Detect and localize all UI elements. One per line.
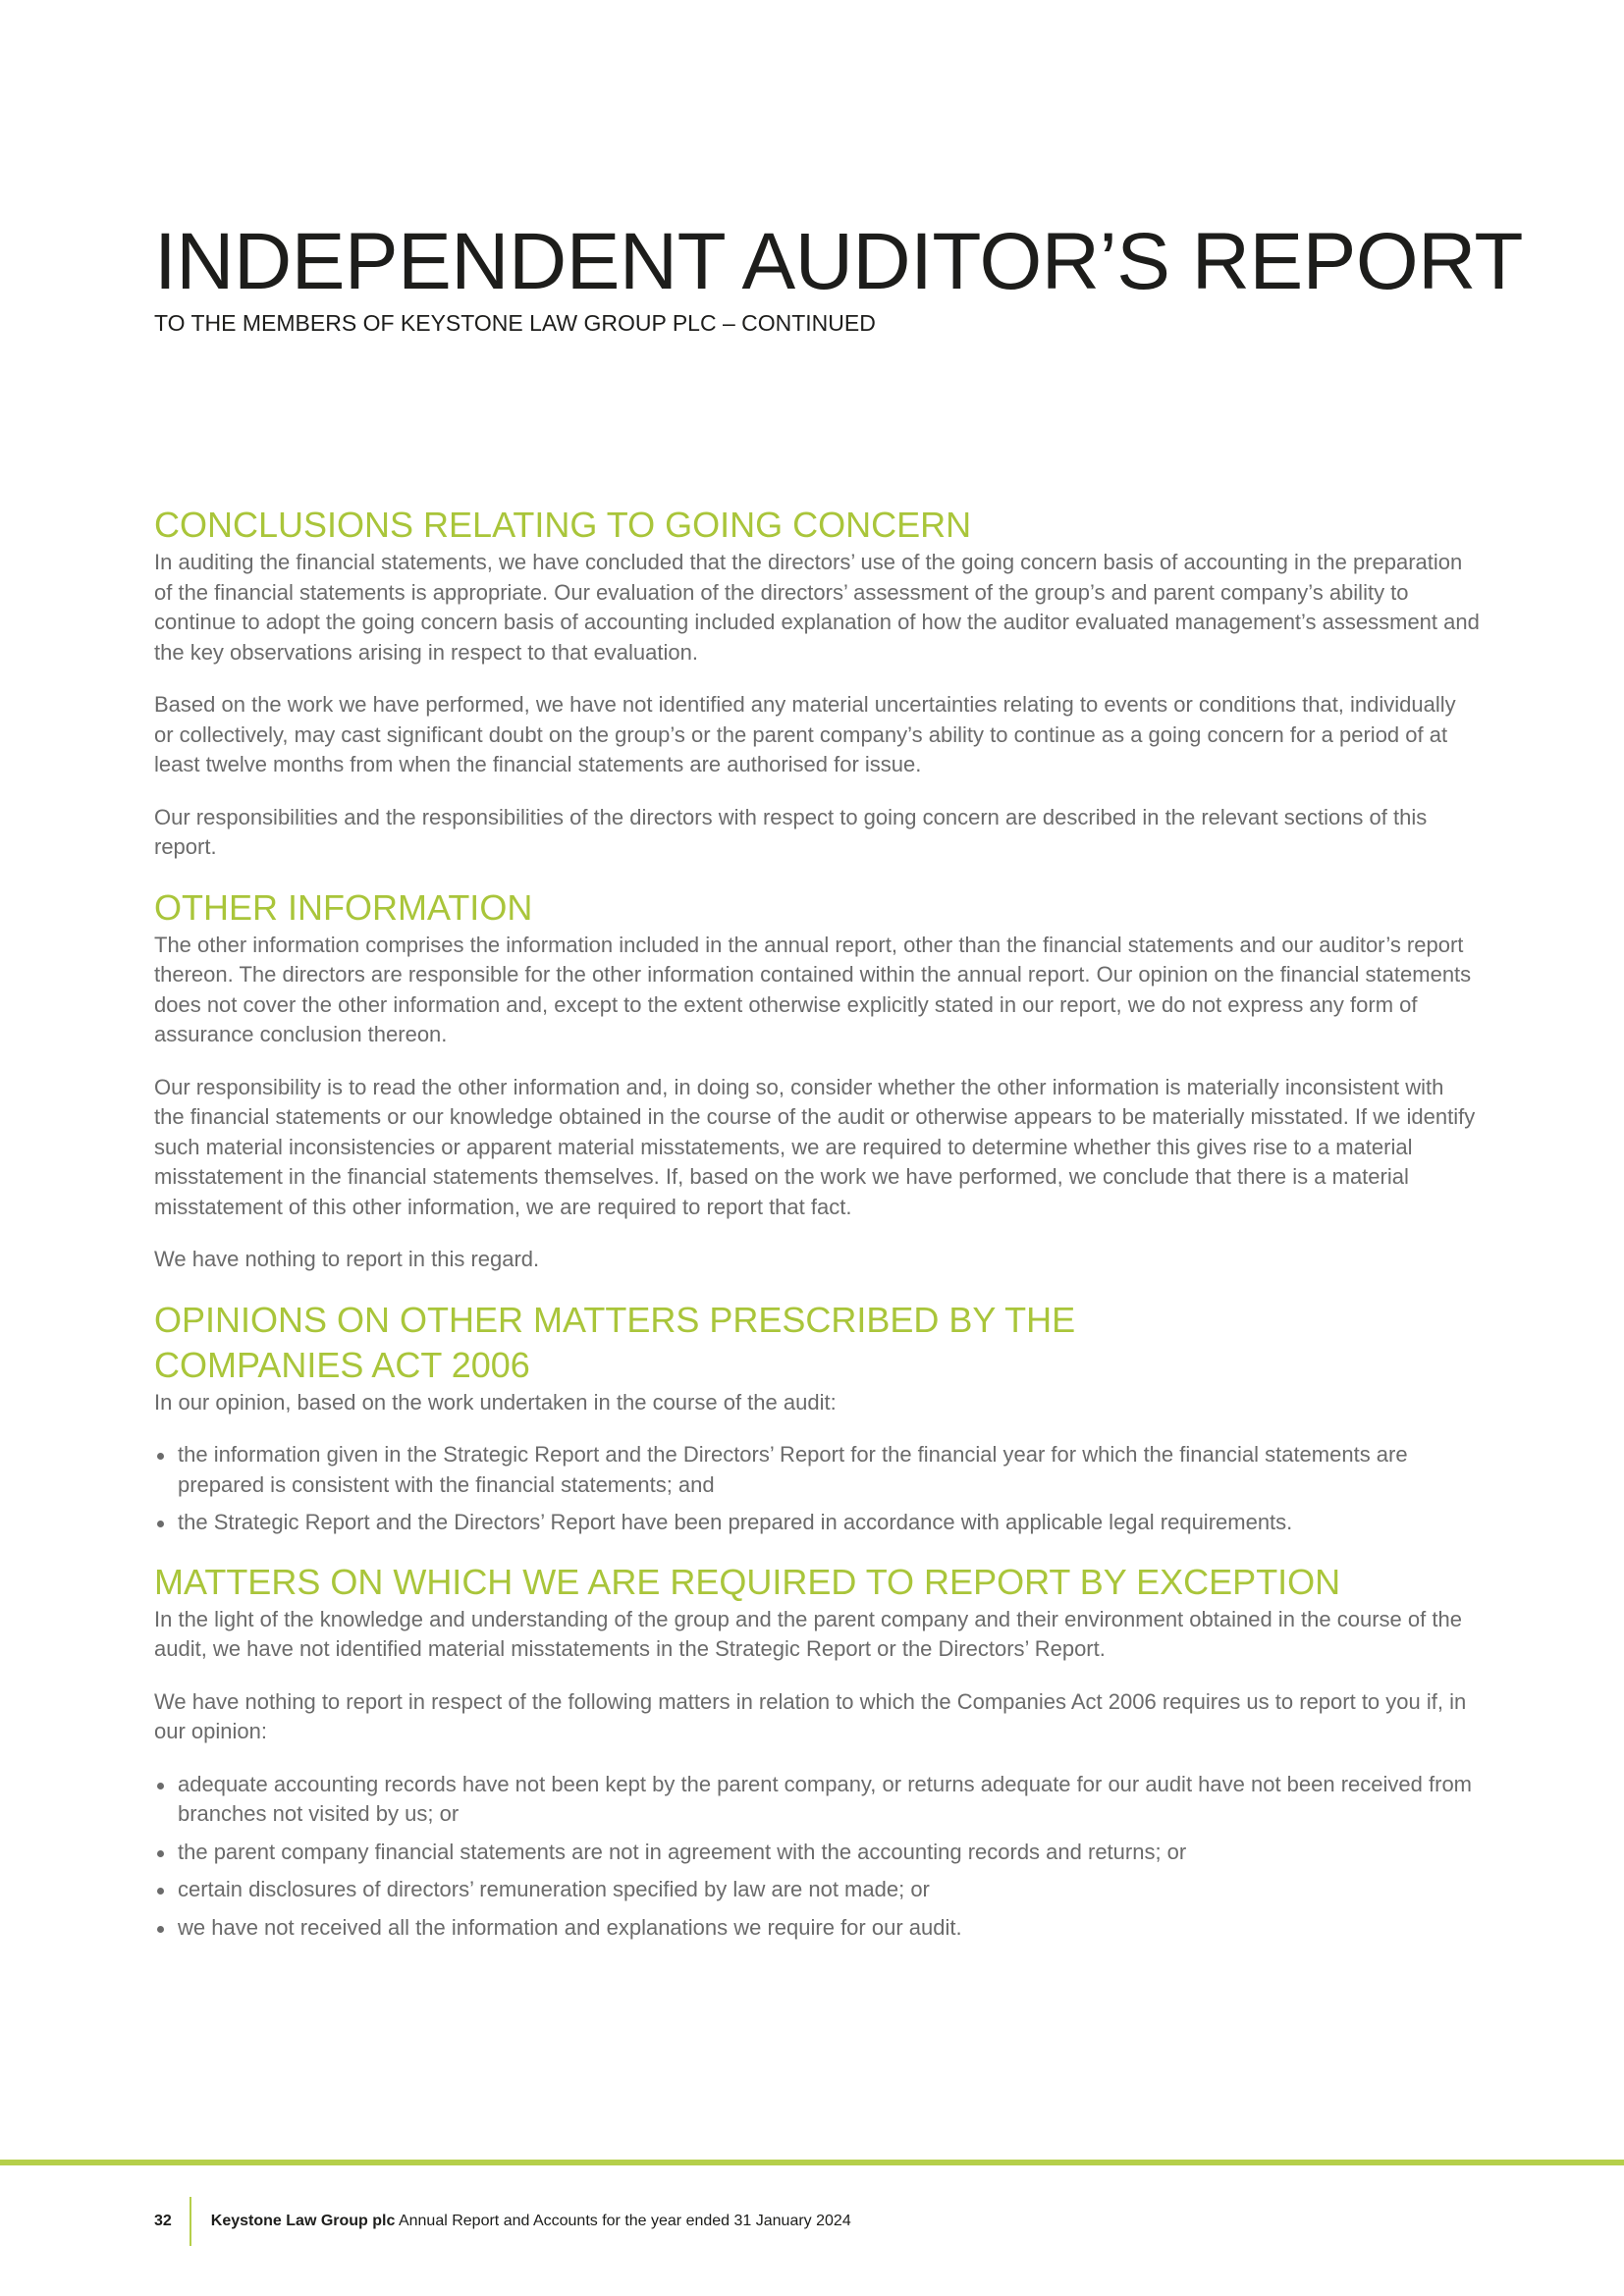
list-item-text: the parent company financial statements are not in agreement with the accounting records and returns; or bbox=[178, 1839, 1187, 1864]
list-item-text: adequate accounting records have not been kept by the parent company, or returns adequate for our audit have not been received from branches not visited by us; or bbox=[178, 1771, 1473, 1826]
section-heading-other-information: OTHER INFORMATION bbox=[154, 886, 533, 928]
paragraph: The other information comprises the information included in the annual report, other than the financial statements and our auditor’s report thereon. The directors are responsible for the other information contained within the annual report. Our opinion on the financial statements does not cover the other information and, except to the extent otherwise explicitly stated in our report, we do not express any form of assurance conclusion thereon. bbox=[154, 932, 1472, 1046]
list-item-text: we have not received all the information and explanations we require for our audit. bbox=[178, 1914, 962, 1940]
bullet-icon bbox=[157, 1783, 164, 1789]
footer-company-name: Keystone Law Group plc bbox=[210, 2213, 396, 2229]
page-footer bbox=[154, 2197, 851, 2246]
list-item bbox=[154, 1913, 1480, 1944]
list-item bbox=[154, 1440, 1480, 1500]
page-title: INDEPENDENT AUDITOR’S REPORT bbox=[154, 217, 1523, 306]
list-item-text: the information given in the Strategic Report and the Directors’ Report for the financial year for which the financial statements are prepared is consistent with the financial statements; and bbox=[178, 1442, 1408, 1497]
section-going-concern bbox=[154, 503, 1480, 863]
paragraph: Our responsibility is to read the other information and, in doing so, consider whether the other information is materially inconsistent with the financial statements or our knowledge obtained in the course of the audit or otherwise appears to be materially misstated. If we identify such material inconsistencies or apparent material misstatements, we are required to determine whether this gives rise to a material misstatement in the financial statements themselves. If, based on the work we have performed, we conclude that there is a material misstatement of this other information, we are required to report that fact. bbox=[154, 1074, 1476, 1219]
paragraph: In the light of the knowledge and understanding of the group and the parent company and their environment obtained in the course of the audit, we have not identified material misstatements in the Strategic Report or the Directors’ Report. bbox=[154, 1606, 1462, 1661]
list-item bbox=[154, 1508, 1480, 1538]
page-number: 32 bbox=[154, 2213, 172, 2229]
footer-report-title: Annual Report and Accounts for the year ended 31 January 2024 bbox=[395, 2213, 851, 2229]
report-body bbox=[154, 503, 1480, 1964]
bullet-icon bbox=[157, 1453, 164, 1460]
bullet-list bbox=[154, 1440, 1480, 1538]
footer-separator bbox=[189, 2197, 191, 2246]
paragraph: Our responsibilities and the responsibilities of the directors with respect to going concern are described in the relevant sections of this report. bbox=[154, 804, 1428, 859]
paragraph: In auditing the financial statements, we have concluded that the directors’ use of the going concern basis of accounting in the preparation of the financial statements is appropriate. Our evaluation of the directors’ assessment of the group’s and parent company’s ability to continue to adopt the going concern basis of accounting included explanation of how the auditor evaluated management’s assessment and the key observations arising in respect to that evaluation. bbox=[154, 550, 1480, 665]
list-item bbox=[154, 1838, 1480, 1868]
bullet-icon bbox=[157, 1926, 164, 1933]
bullet-list bbox=[154, 1770, 1480, 1944]
section-report-by-exception bbox=[154, 1560, 1480, 1944]
list-item-text: the Strategic Report and the Directors’ Report have been prepared in accordance with applicable legal requirements. bbox=[178, 1510, 1293, 1534]
list-item-text: certain disclosures of directors’ remuneration specified by law are not made; or bbox=[178, 1877, 930, 1901]
paragraph: We have nothing to report in respect of the following matters in relation to which the Companies Act 2006 requires us to report to you if, in our opinion: bbox=[154, 1688, 1467, 1743]
footer-text bbox=[211, 2213, 851, 2230]
page-header bbox=[154, 217, 1529, 338]
section-opinions-other-matters bbox=[154, 1298, 1480, 1538]
bullet-icon bbox=[157, 1888, 164, 1895]
list-item bbox=[154, 1875, 1480, 1905]
section-heading-going-concern: CONCLUSIONS RELATING TO GOING CONCERN bbox=[154, 505, 972, 545]
section-other-information bbox=[154, 885, 1480, 1275]
footer-divider-line bbox=[0, 2160, 1624, 2165]
heading-line: OPINIONS ON OTHER MATTERS PRESCRIBED BY THE bbox=[154, 1299, 1076, 1340]
bullet-icon bbox=[157, 1521, 164, 1527]
paragraph: Based on the work we have performed, we have not identified any material uncertainties relating to events or conditions that, individually or collectively, may cast significant doubt on the group’s or the parent company’s ability to continue as a going concern for a period of at least twelve months from when the financial statements are authorised for issue. bbox=[154, 692, 1456, 776]
paragraph: In our opinion, based on the work undertaken in the course of the audit: bbox=[154, 1389, 837, 1415]
bullet-icon bbox=[157, 1850, 164, 1857]
section-heading-opinions-other-matters bbox=[154, 1298, 1480, 1388]
section-heading-report-by-exception: MATTERS ON WHICH WE ARE REQUIRED TO REPORT BY EXCEPTION bbox=[154, 1561, 1341, 1602]
list-item bbox=[154, 1770, 1480, 1830]
heading-line: COMPANIES ACT 2006 bbox=[154, 1344, 530, 1385]
page-subtitle: TO THE MEMBERS OF KEYSTONE LAW GROUP PLC – CONTINUED bbox=[154, 310, 876, 336]
paragraph: We have nothing to report in this regard. bbox=[154, 1247, 540, 1271]
